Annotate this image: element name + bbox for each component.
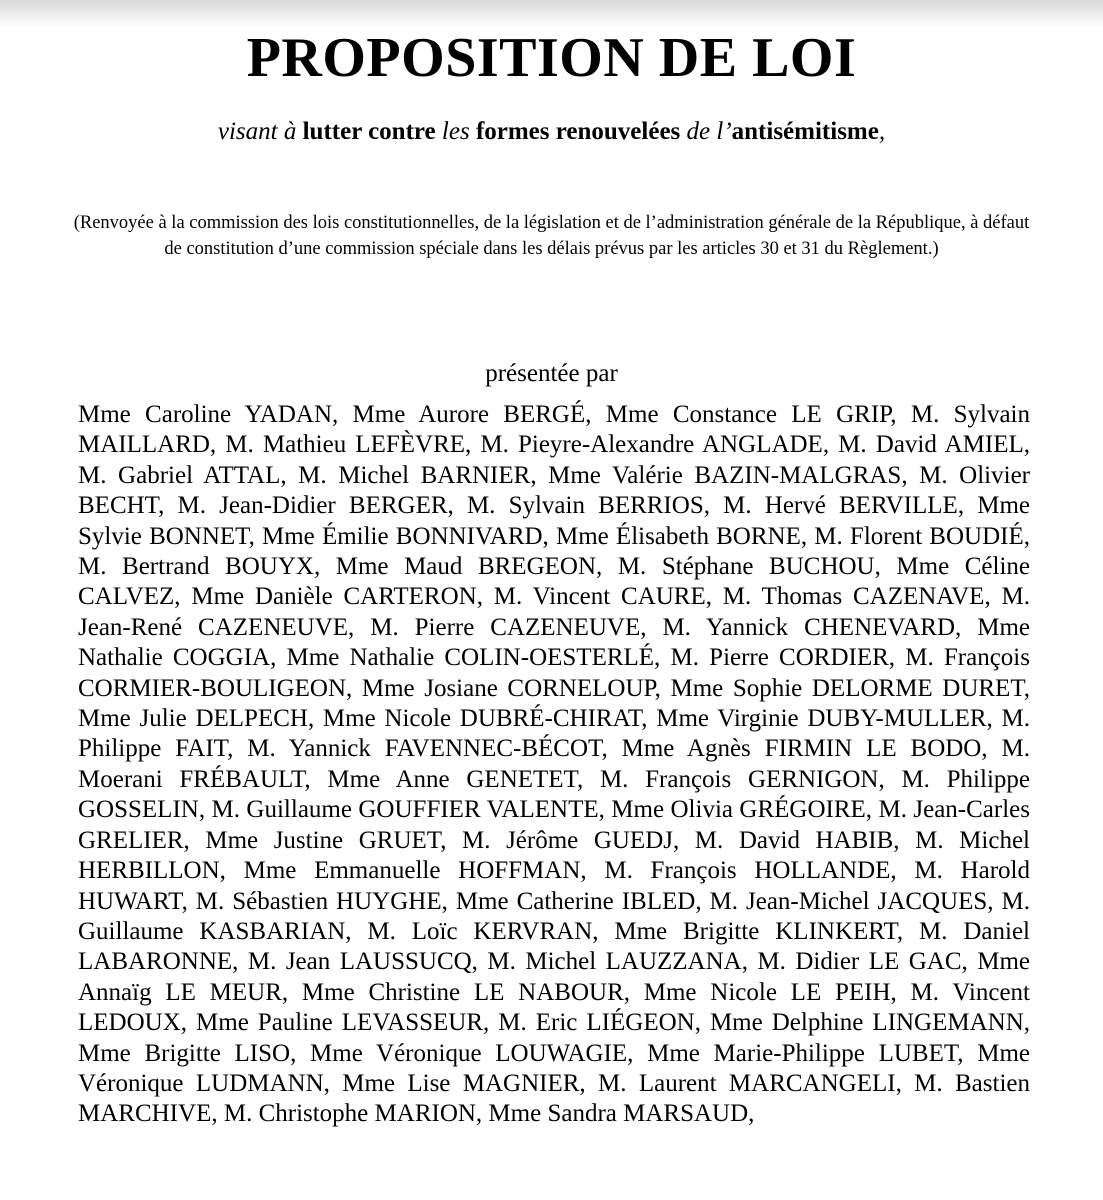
referral-note: (Renvoyée à la commission des lois constitutionnelles, de la législation et de l’administration générale de la République, à défaut de constitution d’une commission spéciale dans les délais prévus par les articles 30 et 31 du Règlement.) xyxy=(73,213,1030,259)
subtitle-part: antisémitisme xyxy=(731,118,879,145)
subtitle-part: visant à xyxy=(217,118,297,145)
subtitle-part: les xyxy=(441,118,470,145)
subtitle-part: de l’ xyxy=(686,118,732,145)
subtitle-part: , xyxy=(878,118,886,145)
document-title: PROPOSITION DE LOI xyxy=(246,27,857,89)
presented-by-label: présentée par xyxy=(485,360,618,387)
document-subtitle xyxy=(0,116,1103,148)
subtitle-part: lutter contre xyxy=(302,118,436,145)
subtitle-part: formes renouvelées xyxy=(475,118,681,145)
signatories-list: Mme Caroline YADAN, Mme Aurore BERGÉ, Mme Constance LE GRIP, M. Sylvain MAILLARD, M. Mathieu LEFÈVRE, M. Pieyre-Alexandre ANGLADE, M. David AMIEL, M. Gabriel ATTAL, M. Michel BARNIER, Mme Valérie BAZIN-MALGRAS, M. Olivier BECHT, M. Jean-Didier BERGER, M. Sylvain BERRIOS, M. Hervé BERVILLE, Mme Sylvie BONNET, Mme Émilie BONNIVARD, Mme Élisabeth BORNE, M. Florent BOUDIÉ, M. Bertrand BOUYX, Mme Maud BREGEON, M. Stéphane BUCHOU, Mme Céline CALVEZ, Mme Danièle CARTERON, M. Vincent CAURE, M. Thomas CAZENAVE, M. Jean-René CAZENEUVE, M. Pierre CAZENEUVE, M. Yannick CHENEVARD, Mme Nathalie COGGIA, Mme Nathalie COLIN-OESTERLÉ, M. Pierre CORDIER, M. François CORMIER-BOULIGEON, Mme Josiane CORNELOUP, Mme Sophie DELORME DURET, Mme Julie DELPECH, Mme Nicole DUBRÉ-CHIRAT, Mme Virginie DUBY-MULLER, M. Philippe FAIT, M. Yannick FAVENNEC-BÉCOT, Mme Agnès FIRMIN LE BODO, M. Moerani FRÉBAULT, Mme Anne GENETET, M. François GERNIGON, M. Philippe GOSSELIN, M. Guillaume GOUFFIER VALENTE, Mme Olivia GRÉGOIRE, M. Jean-Carles GRELIER, Mme Justine GRUET, M. Jérôme GUEDJ, M. David HABIB, M. Michel HERBILLON, Mme Emmanuelle HOFFMAN, M. François HOLLANDE, M. Harold HUWART, M. Sébastien HUYGHE, Mme Catherine IBLED, M. Jean-Michel JACQUES, M. Guillaume KASBARIAN, M. Loïc KERVRAN, Mme Brigitte KLINKERT, M. Daniel LABARONNE, M. Jean LAUSSUCQ, M. Michel LAUZZANA, M. Didier LE GAC, Mme Annaïg LE MEUR, Mme Christine LE NABOUR, Mme Nicole LE PEIH, M. Vincent LEDOUX, Mme Pauline LEVASSEUR, M. Eric LIÉGEON, Mme Delphine LINGEMANN, Mme Brigitte LISO, Mme Véronique LOUWAGIE, Mme Marie-Philippe LUBET, Mme Véronique LUDMANN, Mme Lise MAGNIER, M. Laurent MARCANGELI, M. Bastien MARCHIVE, M. Christophe MARION, Mme Sandra MARSAUD, xyxy=(78,401,1030,1128)
